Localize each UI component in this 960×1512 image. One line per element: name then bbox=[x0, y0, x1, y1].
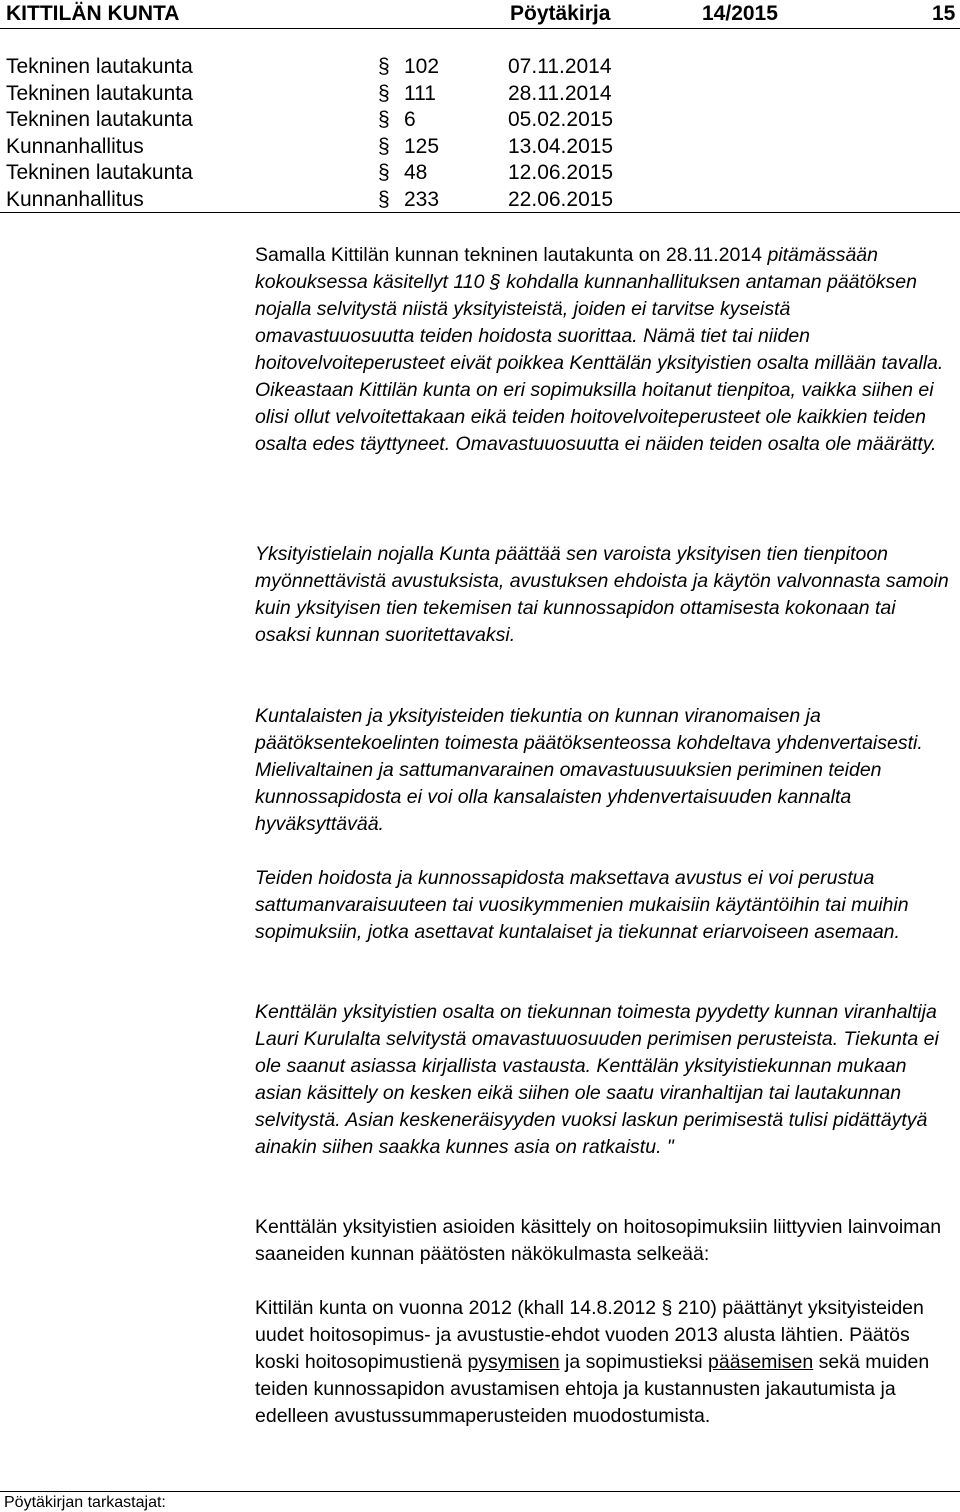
paragraph-7-part-c: sekä muiden teiden kunnossapidon avustamisen ehtoja ja kustannusten jakautumista ja edelleen avustussummaperusteiden muodostumista. bbox=[255, 1351, 930, 1427]
reference-organ: Kunnanhallitus bbox=[6, 134, 144, 158]
reference-section: 125 bbox=[404, 134, 440, 158]
section-mark: § bbox=[378, 55, 390, 78]
reference-divider bbox=[0, 212, 960, 213]
paragraph-6 bbox=[255, 1214, 955, 1268]
paragraph-2 bbox=[255, 541, 955, 649]
section-mark: § bbox=[378, 187, 390, 211]
organization-name: KITTILÄN KUNTA bbox=[6, 2, 180, 25]
reference-row bbox=[0, 188, 960, 215]
underlined-word-paasemisen: pääsemisen bbox=[708, 1351, 814, 1373]
section-mark: § bbox=[378, 81, 390, 105]
paragraph-5 bbox=[255, 999, 955, 1161]
reference-date: 22.06.2015 bbox=[508, 187, 614, 211]
reference-organ: Tekninen lautakunta bbox=[6, 108, 193, 131]
reference-list bbox=[0, 55, 960, 214]
paragraph-7 bbox=[255, 1295, 955, 1430]
document-type: Pöytäkirja bbox=[510, 2, 611, 25]
section-mark: § bbox=[378, 161, 390, 184]
section-mark: § bbox=[378, 108, 390, 131]
paragraph-2-text: Yksityistielain nojalla Kunta päättää sen varoista yksityisen tien tienpitoon myönnettävistä avustuksista, avustuksen ehdoista ja käytön valvonnasta samoin kuin yksityisen tien tekemisen tai kunnossapidon ottamisesta kokonaan tai osaksi kunnan suoritettavaksi. bbox=[255, 543, 949, 646]
paragraph-4-text: Teiden hoidosta ja kunnossapidosta maksettava avustus ei voi perustua sattumanvaraisuuteen tai vuosikymmenien mukaisiin käytäntöihin tai muihin sopimuksiin, jotka asettavat kuntalaiset ja tiekunnat eriarvoiseen asemaan. bbox=[255, 867, 909, 943]
page-number: 15 bbox=[932, 2, 956, 25]
reference-row bbox=[0, 55, 960, 82]
reference-section: 48 bbox=[404, 161, 428, 184]
reference-section: 233 bbox=[404, 187, 440, 211]
page-footer bbox=[0, 1491, 960, 1512]
reference-organ: Kunnanhallitus bbox=[6, 187, 144, 211]
paragraph-7-part-a: Kittilän kunta on vuonna 2012 (khall 14.8.2012 § 210) päättänyt yksityisteiden uudet hoitosopimus- ja avustustie-ehdot vuoden 2013 alusta lähtien. Päätös koski hoitosopimustienä bbox=[255, 1297, 924, 1373]
paragraph-5-text: Kenttälän yksityistien osalta on tiekunnan toimesta pyydetty kunnan viranhaltija Lauri Kurulalta selvitystä omavastuuosuuden perimisen perusteista. Tiekunta ei ole saanut asiassa kirjallista vastausta. Kenttälän yksityistiekunnan mukaan asian käsittely on kesken eikä siihen ole saatu viranhaltijan tai lautakunnan selvitystä. Asian keskeneräisyyden vuoksi laskun perimisestä tulisi pidättäytyä ainakin siihen saakka kunnes asia on ratkaistu. " bbox=[255, 1001, 939, 1158]
footer-label: Pöytäkirjan tarkastajat: bbox=[4, 1494, 166, 1511]
paragraph-7-part-b: ja sopimustieksi bbox=[559, 1351, 709, 1373]
reference-row bbox=[0, 135, 960, 162]
paragraph-3 bbox=[255, 703, 955, 838]
reference-date: 07.11.2014 bbox=[508, 55, 612, 78]
reference-organ: Tekninen lautakunta bbox=[6, 55, 193, 78]
reference-section: 102 bbox=[404, 55, 440, 78]
paragraph-4 bbox=[255, 865, 955, 946]
paragraph-6-text: Kenttälän yksityistien asioiden käsittely on hoitosopimuksiin liittyvien lainvoiman saaneiden kunnan päätösten näkökulmasta selkeää: bbox=[255, 1216, 942, 1265]
paragraph-1-lead: Samalla Kittilän kunnan tekninen lautakunta on 28.11.2014 bbox=[255, 244, 763, 266]
page-header bbox=[0, 0, 960, 29]
meeting-number: 14/2015 bbox=[702, 2, 778, 25]
paragraph-1-quote: pitämässään kokouksessa käsitellyt 110 § kohdalla kunnanhallituksen antaman päätöksen nojalla selvitystä niistä yksityisteistä, joiden ei tarvitse kyseistä omavastuuosuutta teiden hoidosta suorittaa. Nämä tiet tai niiden hoitovelvoiteperusteet eivät poikkea Kenttälän yksityistien osalta millään tavalla. Oikeastaan Kittilän kunta on eri sopimuksilla hoitanut tienpitoa, vaikka siihen ei olisi ollut velvoitettakaan eikä teiden hoitovelvoiteperusteet ole kaikkien teiden osalta edes täyttyneet. Omavastuuosuutta ei näiden teiden osalta ole määrätty. bbox=[255, 244, 944, 455]
reference-row bbox=[0, 108, 960, 135]
paragraph-1 bbox=[255, 242, 955, 458]
reference-section: 6 bbox=[404, 108, 416, 131]
reference-section: 111 bbox=[404, 81, 436, 105]
reference-row bbox=[0, 161, 960, 188]
reference-date: 05.02.2015 bbox=[508, 108, 614, 131]
reference-row bbox=[0, 82, 960, 109]
reference-date: 13.04.2015 bbox=[508, 134, 614, 158]
paragraph-3-text: Kuntalaisten ja yksityisteiden tiekuntia on kunnan viranomaisen ja päätöksentekoelinten toimesta päätöksenteossa kohdeltava yhdenvertaisesti. Mielivaltainen ja sattumanvarainen omavastuusuuksien periminen teiden kunnossapidosta ei voi olla kansalaisten yhdenvertaisuuden kannalta hyväksyttävää. bbox=[255, 705, 923, 835]
reference-organ: Tekninen lautakunta bbox=[6, 81, 193, 105]
underlined-word-pysymisen: pysymisen bbox=[467, 1351, 560, 1373]
section-mark: § bbox=[378, 134, 390, 158]
reference-date: 12.06.2015 bbox=[508, 161, 614, 184]
reference-organ: Tekninen lautakunta bbox=[6, 161, 193, 184]
reference-date: 28.11.2014 bbox=[508, 81, 612, 105]
